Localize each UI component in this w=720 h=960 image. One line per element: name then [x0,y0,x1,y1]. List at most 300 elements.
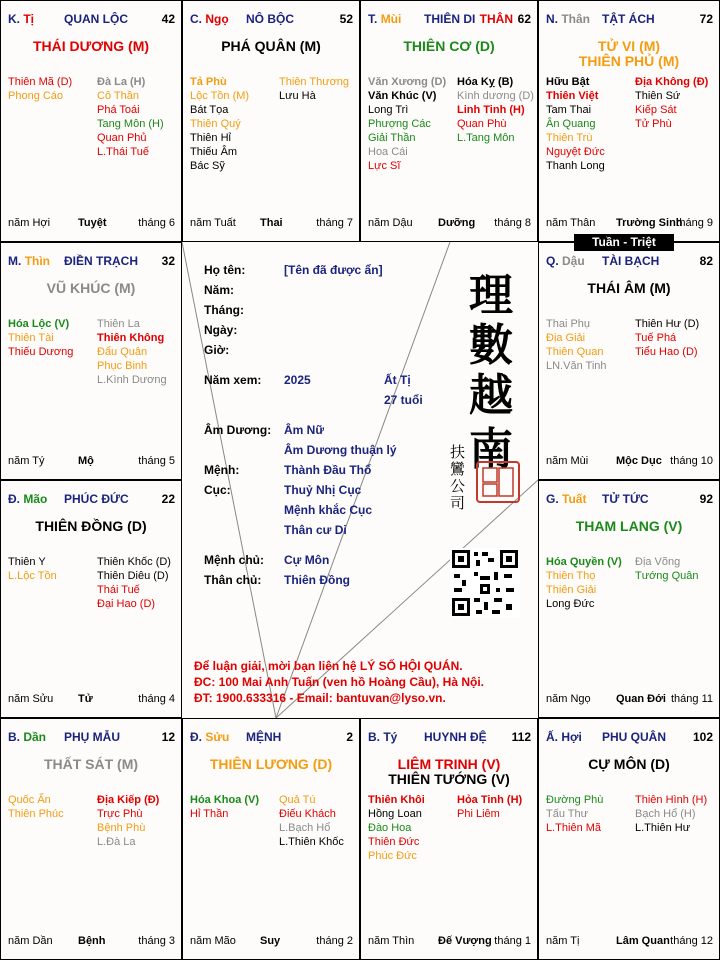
minor-star: Hỏa Tinh (H) [457,794,523,806]
palace-footer [190,935,353,949]
minor-star: Bệnh Phù [97,822,146,834]
palace-branch-prefix: B. [8,730,20,744]
minor-star: Bát Tọa [190,104,229,116]
palace-header [546,12,713,28]
palace-header [190,730,353,746]
minor-stars-left [8,75,72,103]
minor-star: Thái Tuế [97,584,140,596]
palace-name: TÀI BẠCH [602,254,660,268]
minor-star: Thiên Tài [8,332,54,344]
minor-stars-right [635,793,707,835]
palace-age: 42 [161,12,175,26]
minor-stars-right [97,793,159,849]
minor-star: Bác Sỹ [190,160,225,172]
palace-month: tháng 6 [138,217,175,229]
minor-stars-left [190,75,249,173]
palace-footer [8,935,175,949]
minor-star: Điếu Khách [279,808,336,820]
minor-star: Thai Phụ [546,318,591,330]
palace-branch [368,730,397,744]
palace-age: 22 [161,492,175,506]
main-star: THIÊN PHỦ (M) [578,53,680,69]
minor-star: Thiên La [97,318,140,330]
palace-footer [546,693,713,707]
palace-branch-prefix: Đ. [190,730,202,744]
palace-cell-mui [360,0,538,242]
gio-label: Giờ: [204,343,230,357]
palace-stage: Dưỡng [438,217,476,229]
minor-stars-right [97,317,167,387]
palace-footer [546,455,713,469]
minor-star: Quốc Ấn [8,794,51,806]
minor-star: L.Thiên Mã [546,822,602,834]
am-duong-value-2: Âm Dương thuận lý [284,443,397,457]
minor-star: Địa Không (Đ) [635,76,709,88]
palace-branch-prefix: T. [368,12,378,26]
minor-star: Quan Phủ [97,132,147,144]
palace-header [8,254,175,270]
palace-year: năm Mão [190,935,236,947]
palace-month: tháng 9 [676,217,713,229]
palace-branch-prefix: M. [8,254,22,268]
logo-char-2: 數 [469,320,513,371]
am-duong-label: Âm Dương: [204,423,272,437]
palace-branch-name: Tị [23,12,35,26]
minor-star: Phong Cáo [8,90,64,102]
palace-name: PHU QUÂN [602,730,667,744]
palace-branch [8,492,47,506]
palace-stage: Đế Vượng [438,935,492,947]
minor-star: Kình dương (D) [457,90,534,102]
palace-name: MỆNH [246,730,282,744]
tuan-triet-badge: Tuần - Triệt [574,234,674,251]
minor-star: Thiên Mã (D) [8,76,73,88]
palace-month: tháng 11 [670,693,713,705]
palace-stage: Quan Đới [616,693,666,705]
palace-cell-ngo [182,0,360,242]
ngay-label: Ngày: [204,323,238,337]
palace-branch-name: Dần [23,730,47,744]
minor-star: Thiên Hư (D) [635,318,700,330]
minor-stars-left [546,793,603,835]
minor-star: Hữu Bật [546,76,590,88]
minor-star: Tả Phù [190,76,227,88]
minor-stars-right [457,793,522,821]
palace-footer [8,455,175,469]
minor-star: LN.Văn Tinh [546,360,607,372]
minor-star: L.Thiên Khốc [279,836,344,848]
minor-star: Kiếp Sát [635,104,677,116]
minor-star: L.Lộc Tồn [8,570,57,582]
minor-stars-right [279,75,349,103]
seal-stamp [475,460,521,504]
main-stars [539,281,719,296]
logo-char-3: 越 [469,370,513,421]
minor-stars-left [546,317,607,373]
palace-header [8,12,175,28]
palace-month: tháng 3 [138,935,175,947]
palace-age: 12 [161,730,175,744]
palace-month: tháng 1 [494,935,531,947]
main-stars [539,757,719,772]
palace-name: THIÊN DI [424,12,476,26]
palace-branch-name: Thìn [24,254,51,268]
palace-stage: Bệnh [78,935,106,947]
minor-star: Hoa Cái [368,146,408,158]
palace-cell-than [538,0,720,242]
minor-star: Hóa Kỵ (B) [457,76,514,88]
palace-branch [190,12,229,26]
palace-name: ĐIỀN TRẠCH [64,254,138,268]
main-stars [183,39,359,54]
minor-star: Cô Thần [97,90,139,102]
main-star: THÁI DƯƠNG (M) [32,38,150,54]
palace-stage: Tử [78,693,93,705]
minor-stars-left [368,75,446,173]
palace-branch-prefix: Đ. [8,492,20,506]
palace-footer [190,217,353,231]
palace-branch-prefix: C. [190,12,202,26]
contact-line-3: ĐT: 1900.633316 - Email: bantuvan@lyso.vn. [194,691,446,705]
palace-cell-ti [0,0,182,242]
minor-star: Nguyệt Đức [546,146,605,158]
main-stars [1,281,181,296]
palace-branch [368,12,401,26]
palace-year: năm Dần [8,935,53,947]
minor-star: Thiên Diêu (D) [97,570,169,582]
palace-stage: Trường Sinh [616,217,683,229]
cuc-value-3: Thân cư Di [284,523,347,537]
main-stars [539,39,719,69]
nam-xem-value: 2025 [284,373,311,387]
palace-stage: Mộ [78,455,94,467]
palace-year: năm Hợi [8,217,51,229]
palace-month: tháng 12 [670,935,713,947]
minor-star: Long Trì [368,104,409,116]
palace-cell-ty [360,718,538,960]
minor-star: Thiên Y [8,556,46,568]
menh-chu-value: Cự Môn [284,553,330,567]
palace-name: NÔ BỘC [246,12,294,26]
palace-month: tháng 8 [494,217,531,229]
than-chu-label: Thân chủ: [204,573,262,587]
minor-stars-right [635,317,699,359]
palace-month: tháng 4 [138,693,175,705]
minor-stars-left [8,793,64,821]
palace-branch-prefix: Ấ. [546,730,558,744]
minor-star: Linh Tinh (H) [457,104,525,116]
palace-year: năm Tuất [190,217,236,229]
minor-star: Tấu Thư [546,808,589,820]
palace-branch-name: Thân [561,12,591,26]
minor-star: Thanh Long [546,160,605,172]
minor-star: Tử Phù [635,118,672,130]
minor-star: Địa Giải [546,332,586,344]
menh-value: Thành Đầu Thổ [284,463,372,477]
palace-month: tháng 5 [138,455,175,467]
minor-star: Địa Kiếp (Đ) [97,794,160,806]
palace-header [368,730,531,746]
palace-age: 72 [699,12,713,26]
palace-year: năm Tị [546,935,580,947]
palace-cell-suu [182,718,360,960]
minor-stars-right [97,75,164,159]
minor-star: L.Thiên Hư [635,822,691,834]
minor-star: Thiếu Âm [190,146,238,158]
can-chi-value: Ất Tị [384,373,411,387]
palace-stage: Lâm Quan [616,935,670,947]
minor-star: Lộc Tồn (M) [190,90,250,102]
palace-branch-prefix: N. [546,12,558,26]
minor-star: Địa Võng [635,556,681,568]
minor-star: L.Thái Tuế [97,146,149,158]
minor-star: Hóa Lộc (V) [8,318,70,330]
minor-star: Phá Toái [97,104,140,116]
palace-header [368,12,531,28]
minor-star: Thiên Không [97,332,165,344]
minor-star: Đường Phù [546,794,604,806]
main-stars [539,519,719,534]
main-stars [1,757,181,772]
palace-branch-prefix: K. [8,12,20,26]
palace-branch-name: Tuất [562,492,587,506]
palace-stage: Thai [260,217,283,229]
minor-star: Thiên Giải [546,584,597,596]
palace-month: tháng 10 [670,455,713,467]
palace-header [546,730,713,746]
main-stars [183,757,359,772]
am-duong-value: Âm Nữ [284,423,325,437]
palace-header [546,254,713,270]
minor-star: Tiểu Hao (D) [635,346,698,358]
minor-star: Phượng Các [368,118,431,130]
minor-stars-left [546,555,622,611]
palace-cell-tuat [538,480,720,718]
palace-branch [546,254,585,268]
palace-branch-name: Hợi [561,730,582,744]
ho-ten-label: Họ tên: [204,263,246,277]
minor-stars-left [8,317,73,359]
minor-star: Trực Phù [97,808,143,820]
palace-stage: Suy [260,935,281,947]
minor-star: Thiên Đức [368,836,420,848]
main-star: THIÊN TƯỚNG (V) [388,771,510,787]
minor-star: L.Đà La [97,836,136,848]
minor-star: Tuế Phá [635,332,677,344]
palace-age: 32 [161,254,175,268]
main-stars [1,519,181,534]
palace-branch-prefix: G. [546,492,559,506]
minor-star: Thiên Sứ [635,90,681,102]
minor-star: Giải Thần [368,132,416,144]
minor-star: Văn Khúc (V) [368,90,437,102]
minor-star: Đại Hao (D) [97,598,156,610]
palace-age: 62 [517,12,531,26]
contact-line-2: ĐC: 100 Mai Anh Tuấn (ven hồ Hoàng Cầu), Hà Nội. [194,675,485,689]
nam-xem-label: Năm xem: [204,373,262,387]
cuc-value: Thuỷ Nhị Cục [284,483,362,497]
minor-star: Đào Hoa [368,822,412,834]
logo-char-4: 南 [469,424,513,475]
palace-footer [546,217,713,231]
minor-star: Quan Phù [457,118,507,130]
palace-stage: Tuyệt [78,217,107,229]
palace-footer [8,217,175,231]
minor-star: Hồng Loan [368,808,422,820]
palace-cell-thin [0,242,182,480]
minor-stars-right [635,75,708,131]
minor-star: Thiên Việt [546,90,599,102]
palace-branch [8,254,50,268]
minor-star: L.Bạch Hổ [279,822,331,834]
minor-star: Phi Liêm [457,808,500,820]
menh-chu-label: Mệnh chủ: [204,553,264,567]
palace-branch-prefix: Q. [546,254,559,268]
minor-stars-left [546,75,605,173]
minor-stars-left [8,555,57,583]
nam-label: Năm: [204,283,235,297]
palace-cell-dau [538,242,720,480]
palace-name: PHỤ MẪU [64,730,120,744]
minor-star: Thiên Hình (H) [635,794,708,806]
main-star: THIÊN CƠ (D) [403,38,495,54]
minor-star: Đẩu Quân [97,346,148,358]
palace-header [546,492,713,508]
palace-year: năm Thìn [368,935,415,947]
main-star: THIÊN LƯƠNG (D) [209,756,333,772]
minor-star: Thiên Khôi [368,794,425,806]
palace-branch [546,730,582,744]
palace-age: 82 [699,254,713,268]
minor-stars-left [190,793,259,821]
palace-year: năm Mùi [546,455,589,467]
menh-label: Mệnh: [204,463,240,477]
palace-cell-mao [0,480,182,718]
palace-branch-name: Sửu [205,730,230,744]
palace-branch-name: Tý [383,730,398,744]
palace-branch [190,730,229,744]
minor-star: Quả Tú [279,794,316,806]
minor-star: Thiếu Dương [8,346,74,358]
logo-char-1: 理 [469,270,513,321]
main-star: LIÊM TRINH (V) [397,756,501,772]
palace-cell-dan [0,718,182,960]
minor-star: L.Kình Dương [97,374,167,386]
minor-star: Tam Thai [546,104,592,116]
minor-star: Tang Môn (H) [97,118,164,130]
palace-name: PHÚC ĐỨC [64,492,129,506]
minor-star: Hóa Quyền (V) [546,556,622,568]
center-info [182,242,538,718]
main-star: THIÊN ĐỒNG (D) [35,518,147,534]
cuc-label: Cục: [204,483,231,497]
than-marker: THÂN [479,12,513,26]
palace-branch [8,730,46,744]
qr-code[interactable] [450,548,520,618]
palace-footer [546,935,713,949]
palace-footer [368,935,531,949]
main-stars [361,39,537,54]
minor-star: Văn Xương (D) [368,76,447,88]
cuc-value-2: Mệnh khắc Cục [284,503,373,517]
palace-name: QUAN LỘC [64,12,128,26]
main-star: VŨ KHÚC (M) [46,280,136,296]
palace-branch-name: Ngọ [205,12,229,26]
minor-star: Long Đức [546,598,595,610]
main-star: THAM LANG (V) [575,518,683,534]
minor-star: Phục Binh [97,360,148,372]
minor-star: Thiên Quan [546,346,604,358]
minor-star: Lưu Hà [279,90,316,102]
palace-header [8,492,175,508]
palace-branch-name: Dậu [562,254,585,268]
palace-age: 112 [511,730,531,744]
palace-month: tháng 7 [316,217,353,229]
minor-stars-right [279,793,344,849]
minor-star: Thiên Khốc (D) [97,556,171,568]
tuoi-value: 27 tuổi [384,393,423,407]
minor-star: L.Tang Môn [457,132,515,144]
main-stars [361,757,537,787]
minor-stars-right [457,75,534,145]
palace-cell-hoi [538,718,720,960]
minor-star: Phúc Đức [368,850,417,862]
palace-name: TỬ TỨC [602,492,649,506]
minor-star: Bạch Hổ (H) [635,808,696,820]
main-star: CỰ MÔN (D) [588,756,670,772]
minor-star: Thiên Thương [279,76,350,88]
palace-stage: Mộc Dục [616,455,662,467]
palace-footer [8,693,175,707]
palace-branch [546,492,586,506]
minor-star: Thiên Hỉ [190,132,231,144]
palace-header [8,730,175,746]
minor-star: Đà La (H) [97,76,146,88]
palace-branch-prefix: B. [368,730,380,744]
minor-star: Thiên Thọ [546,570,596,582]
palace-branch [546,12,590,26]
minor-stars-right [97,555,171,611]
palace-month: tháng 2 [316,935,353,947]
palace-year: năm Ngọ [546,693,591,705]
palace-header [190,12,353,28]
contact-line-1: Để luận giải, mời bạn liên hệ LÝ SỐ HỘI QUÁN. [194,659,463,673]
minor-star: Ân Quang [546,118,596,130]
main-star: TỬ VI (M) [597,38,661,54]
palace-year: năm Tý [8,455,45,467]
palace-name: HUYNH ĐỆ [424,730,487,744]
minor-stars-right [635,555,699,583]
palace-name: TẬT ÁCH [602,12,655,26]
palace-year: năm Sửu [8,693,54,705]
minor-star: Lực Sĩ [368,160,401,172]
minor-star: Hỉ Thần [190,808,229,820]
palace-branch-name: Mùi [380,12,402,26]
palace-age: 92 [699,492,713,506]
minor-stars-left [368,793,425,863]
main-star: THẤT SÁT (M) [43,756,139,772]
main-star: PHÁ QUÂN (M) [221,38,321,54]
main-star: THÁI ÂM (M) [587,280,671,296]
than-chu-value: Thiên Đồng [284,573,350,587]
minor-star: Thiên Trù [546,132,593,144]
minor-star: Hóa Khoa (V) [190,794,260,806]
minor-star: Tướng Quân [635,570,699,582]
palace-footer [368,217,531,231]
palace-branch [8,12,34,26]
palace-age: 2 [346,730,353,744]
thang-label: Tháng: [204,303,244,317]
